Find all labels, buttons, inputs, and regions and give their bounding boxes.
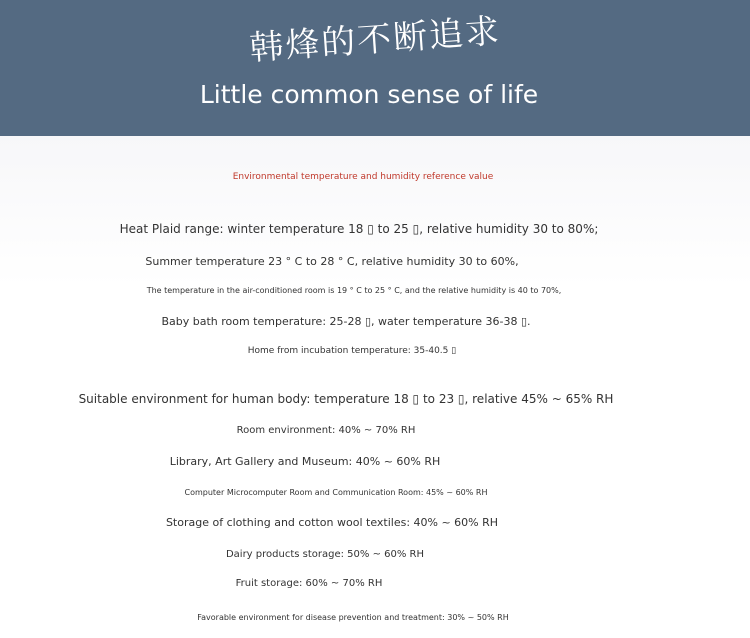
info-line: Home from incubation temperature: 35-40.5 ▯ (247, 346, 457, 356)
info-line: Favorable environment for disease prevention and treatment: 30% ~ 50% RH (197, 613, 509, 622)
banner-title: Little common sense of life (199, 80, 539, 109)
info-line: Fruit storage: 60% ~ 70% RH (235, 578, 383, 589)
info-line: Dairy products storage: 50% ~ 60% RH (225, 549, 425, 560)
section-subtitle: Environmental temperature and humidity reference value (232, 172, 494, 182)
info-line: Suitable environment for human body: temperature 18 ▯ to 23 ▯, relative 45% ~ 65% RH (78, 392, 614, 406)
banner-chinese-title: 韩烽的不断追求 (248, 11, 503, 69)
info-line: Baby bath room temperature: 25-28 ▯, water temperature 36-38 ▯. (161, 315, 531, 328)
info-line: Summer temperature 23 ° C to 28 ° C, relative humidity 30 to 60%, (145, 255, 519, 268)
info-line: Storage of clothing and cotton wool textiles: 40% ~ 60% RH (165, 516, 499, 529)
info-line: Library, Art Gallery and Museum: 40% ~ 60% RH (169, 455, 441, 468)
info-line: The temperature in the air-conditioned room is 19 ° C to 25 ° C, and the relative humidity is 40 to 70%, (146, 286, 562, 295)
info-line: Computer Microcomputer Room and Communication Room: 45% ~ 60% RH (184, 488, 488, 497)
header-banner (0, 0, 750, 136)
info-line: Room environment: 40% ~ 70% RH (236, 425, 416, 436)
info-line: Heat Plaid range: winter temperature 18 ▯ to 25 ▯, relative humidity 30 to 80%; (119, 222, 599, 236)
content-area (0, 136, 750, 638)
